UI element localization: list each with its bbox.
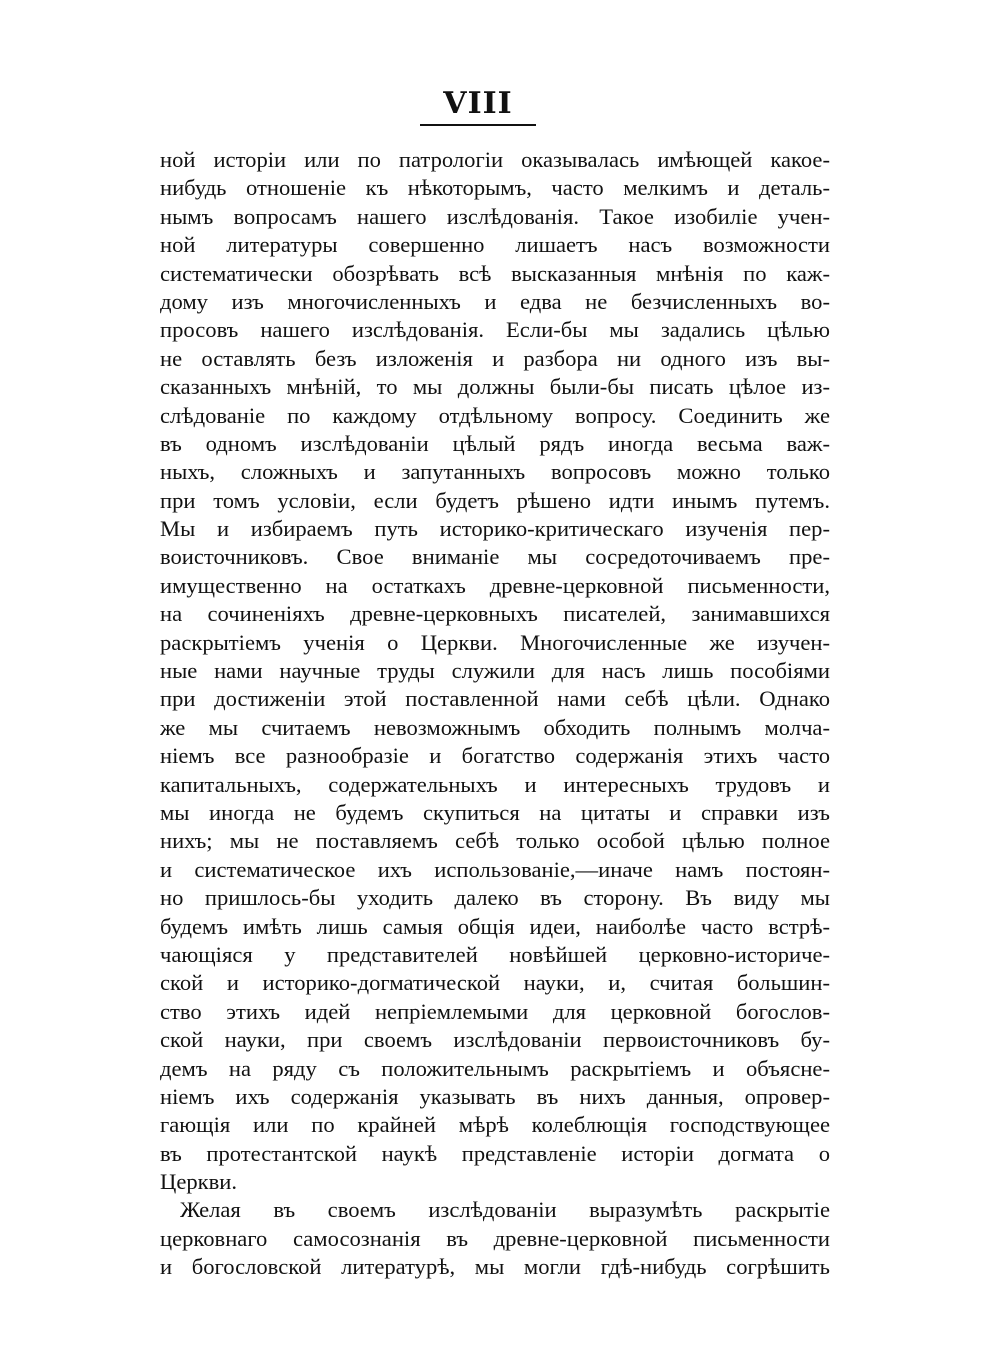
text-line: дому изъ многочисленныхъ и едва не безчисленныхъ во-	[160, 288, 830, 314]
text-line: раскрытіемъ ученія о Церкви. Многочисленные же изучен-	[160, 629, 830, 655]
text-line: ной литературы совершенно лишаетъ насъ возможности	[160, 232, 830, 258]
text-line: при достиженіи этой поставленной нами себѣ цѣли. Однако	[160, 686, 830, 712]
text-line: систематически обозрѣвать всѣ высказанныя мнѣнія по каж-	[160, 260, 830, 286]
text-line: ной исторіи или по патрологіи оказывалась имѣющей какое-	[160, 147, 830, 172]
text-line: ніемъ все разнообразіе и богатство содержанія этихъ часто	[160, 743, 830, 769]
text-line: будемъ имѣть лишь самыя общія идеи, наиболѣе часто встрѣ-	[160, 913, 830, 939]
text-line: и систематическое ихъ использованіе,—иначе намъ постоян-	[160, 856, 830, 882]
text-line: въ протестантской наукѣ представленіе исторіи догмата о	[160, 1140, 830, 1166]
page-number: VIII	[443, 86, 513, 121]
text-line: въ одномъ изслѣдованіи цѣлый рядъ иногда весьма важ-	[160, 430, 830, 456]
text-line: нымъ вопросамъ нашего изслѣдованія. Такое изобиліе учен-	[160, 203, 830, 229]
text-line: нибудь отношеніе къ нѣкоторымъ, часто мелкимъ и деталь-	[160, 175, 830, 201]
text-line: гающія или по крайней мѣрѣ колеблющія господствующее	[160, 1112, 830, 1138]
text-line: нихъ; мы не поставляемъ себѣ только особой цѣлью полное	[160, 828, 830, 854]
text-line: же мы считаемъ невозможнымъ обходить полнымъ молча-	[160, 714, 830, 740]
text-line: на сочиненіяхъ древне-церковныхъ писателей, занимавшихся	[160, 601, 830, 627]
text-line: капитальныхъ, содержательныхъ и интересныхъ трудовъ и	[160, 771, 830, 797]
text-line: ныхъ, сложныхъ и запутанныхъ вопросовъ можно только	[160, 459, 830, 485]
text-line: чающіяся у представителей новѣйшей церковно-историче-	[160, 941, 830, 967]
text-line: демъ на ряду съ положительнымъ раскрытіемъ и объясне-	[160, 1055, 830, 1081]
paragraph-end-line: Церкви.	[160, 1169, 238, 1195]
text-line: не оставлять безъ изложенія и разбора ни одного изъ вы-	[160, 345, 830, 371]
paragraph-start-line: Желая въ своемъ изслѣдованіи выразумѣть раскрытіе	[180, 1197, 830, 1223]
text-line: при томъ условіи, если будетъ рѣшено идти инымъ путемъ.	[160, 487, 830, 513]
text-line: ніемъ ихъ содержанія указывать въ нихъ данныя, опровер-	[160, 1083, 830, 1109]
text-line: имущественно на остаткахъ древне-церковной письменности,	[160, 572, 830, 598]
text-line: мы иногда не будемъ скупиться на цитаты и справки изъ	[160, 799, 830, 825]
text-line: слѣдованіе по каждому отдѣльному вопросу. Соединить же	[160, 402, 830, 428]
text-line: церковнаго самосознанія въ древне-церковной письменности	[160, 1225, 830, 1251]
text-line: сказанныхъ мнѣній, то мы должны были-бы писать цѣлое из-	[160, 374, 830, 400]
text-line: ской науки, при своемъ изслѣдованіи первоисточниковъ бу-	[160, 1027, 830, 1053]
text-line: просовъ нашего изслѣдованія. Если-бы мы задались цѣлью	[160, 317, 830, 343]
text-line: и богословской литературѣ, мы могли гдѣ-нибудь согрѣшить	[160, 1254, 830, 1280]
header-rule	[420, 124, 536, 126]
text-line: но пришлось-бы уходить далеко въ сторону. Въ виду мы	[160, 885, 830, 911]
text-line: ные нами научные труды служили для насъ лишь пособіями	[160, 658, 830, 684]
text-line: Мы и избираемъ путь историко-критическаго изученія пер-	[160, 516, 830, 542]
body-text	[160, 146, 830, 1282]
text-line: ство этихъ идей непріемлемыми для церковной богослов-	[160, 998, 830, 1024]
text-line: воисточниковъ. Свое вниманіе мы сосредоточиваемъ пре-	[160, 544, 830, 570]
text-line: ской и историко-догматической науки, и, считая большин-	[160, 970, 830, 996]
